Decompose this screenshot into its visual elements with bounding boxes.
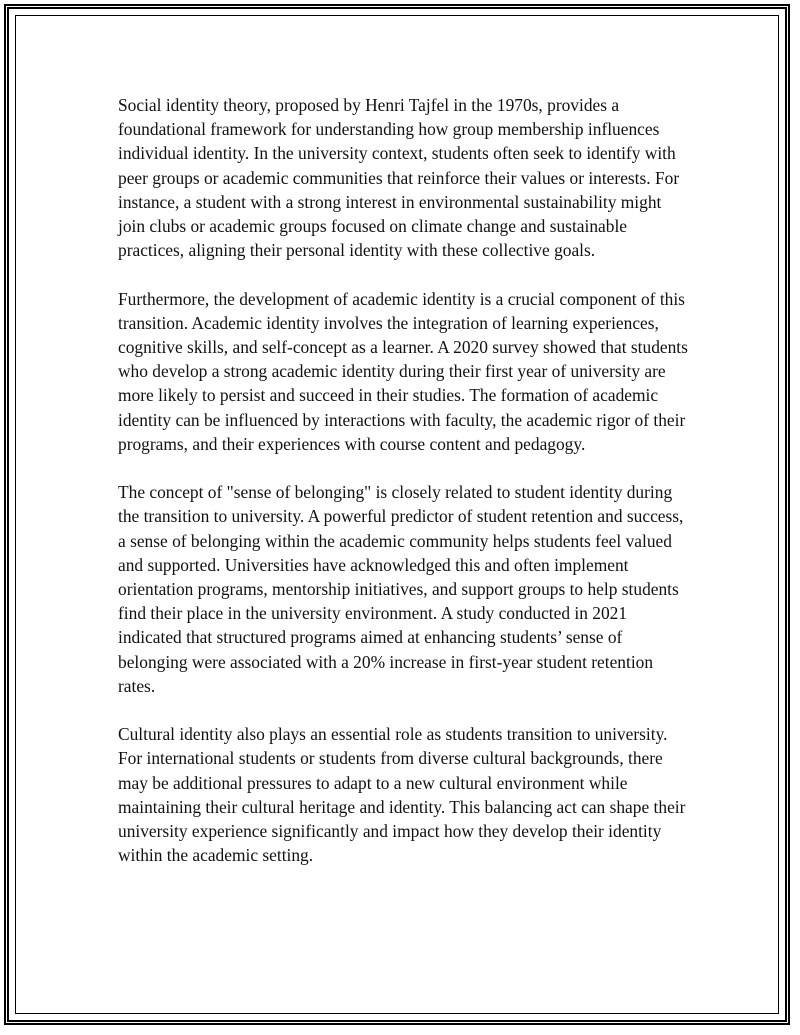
paragraph-sense-of-belonging: The concept of "sense of belonging" is closely related to student identity during the transition to university. A powerful predictor of student retention and success, a sense of belonging within the academic community helps students feel valued and supported. Universities have acknowledged this and often implement orientation programs, mentorship initiatives, and support groups to help students find their place in the university environment. A study conducted in 2021 indicated that structured programs aimed at enhancing students’ sense of belonging were associated with a 20% increase in first-year student retention rates. [118,482,684,696]
paragraph-social-identity: Social identity theory, proposed by Henri Tajfel in the 1970s, provides a foundational framework for understanding how group membership influences individual identity. In the university context, students often seek to identify with peer groups or academic communities that reinforce their values or interests. For instance, a student with a strong interest in environmental sustainability might join clubs or academic groups focused on climate change and sustainable practices, aligning their personal identity with these collective goals. [118,95,680,261]
paragraph-cultural-identity: Cultural identity also plays an essential role as students transition to university. For international students or students from diverse cultural backgrounds, there may be additional pressures to adapt to a new cultural environment while maintaining their cultural heritage and identity. This balancing act can shape their university experience significantly and impact how they develop their identity within the academic setting. [118,724,686,866]
paragraph-academic-identity: Furthermore, the development of academic identity is a crucial component of this transition. Academic identity involves the integration of learning experiences, cognitive skills, and self-concept as a learner. A 2020 survey showed that students who develop a strong academic identity during their first year of university are more likely to persist and succeed in their studies. The formation of academic identity can be influenced by interactions with faculty, the academic rigor of their programs, and their experiences with course content and pedagogy. [118,288,688,454]
document-body [118,93,688,892]
